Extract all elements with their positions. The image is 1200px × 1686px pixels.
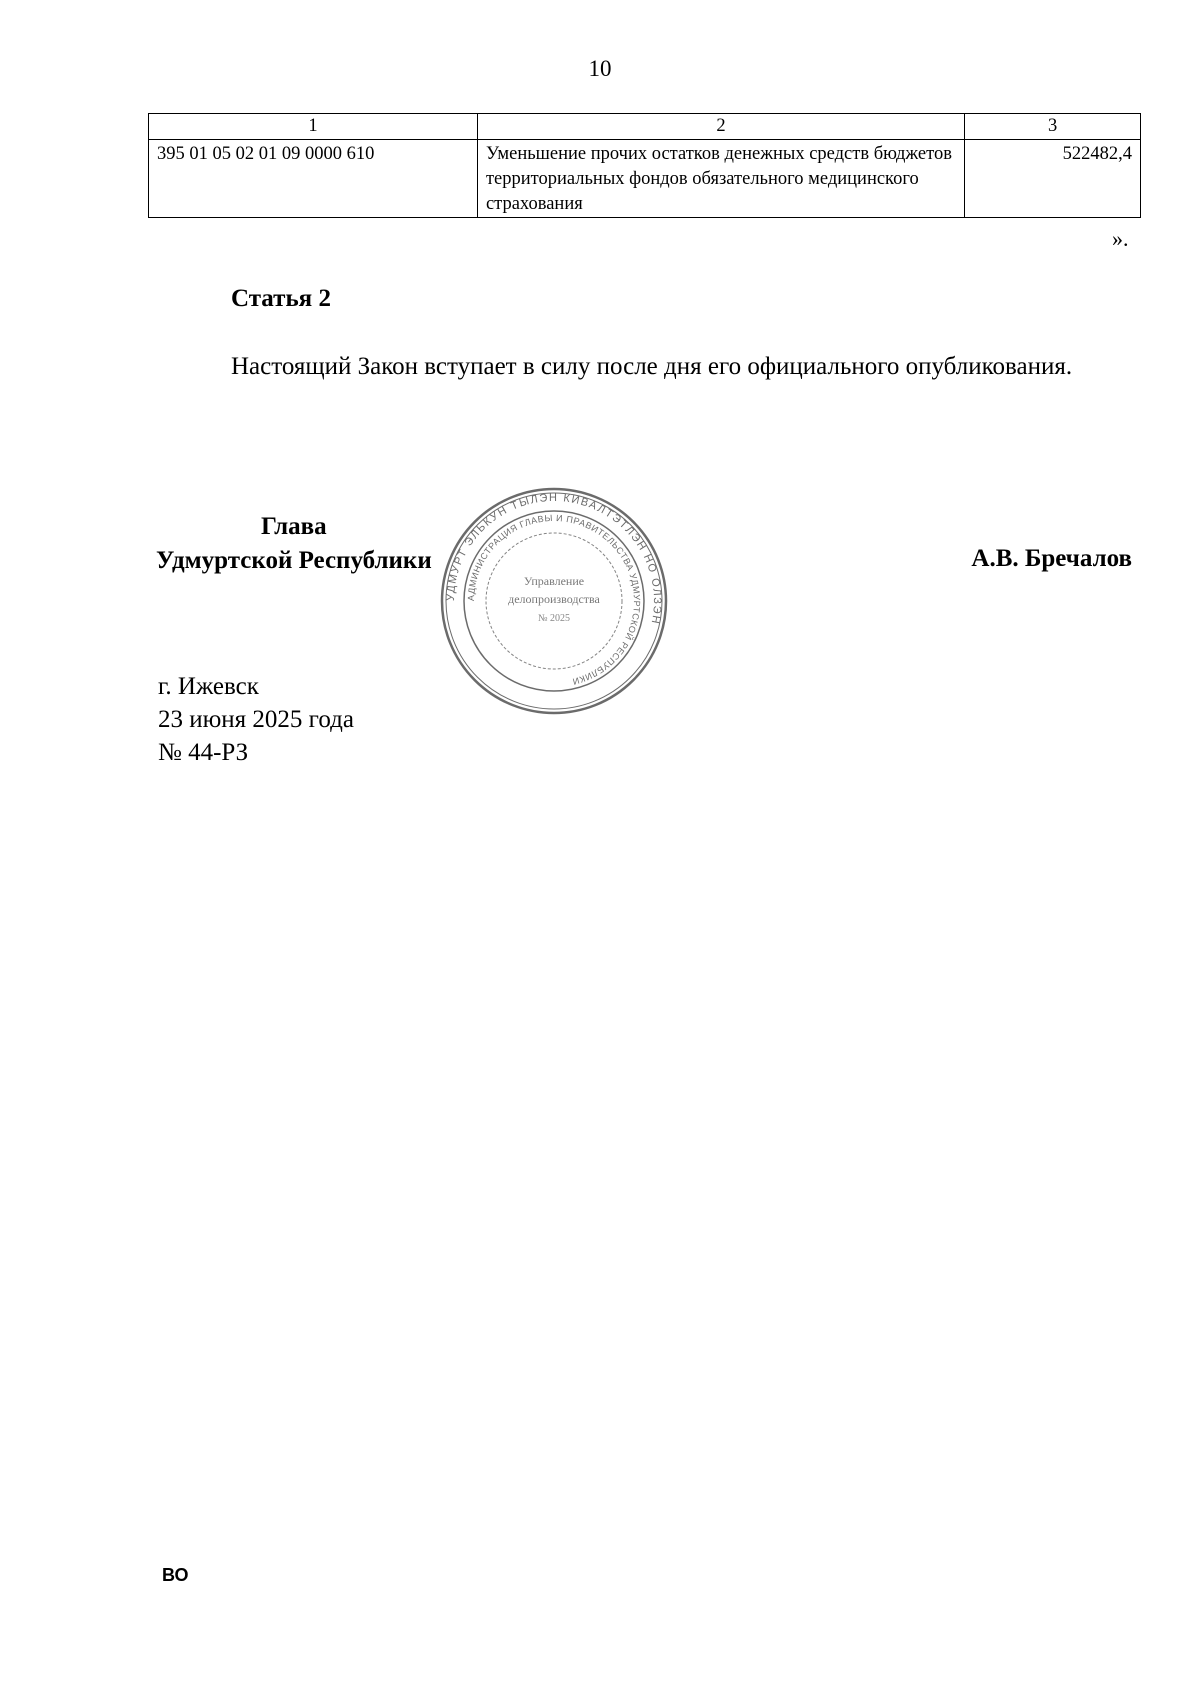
law-date: 23 июня 2025 года xyxy=(158,706,354,733)
table-header-cell: 2 xyxy=(477,114,964,140)
article-title: Статья 2 xyxy=(231,285,331,312)
page-number: 10 xyxy=(588,56,612,81)
table-row xyxy=(149,140,1141,218)
seal-center-line2: делопроизводства xyxy=(508,592,600,606)
signature-position-line1: Глава xyxy=(261,513,327,540)
footer-mark: ВО xyxy=(162,1565,189,1585)
closing-quote: ». xyxy=(1112,226,1129,251)
signatory-name: А.В. Бречалов xyxy=(971,545,1132,572)
law-number: № 44-РЗ xyxy=(158,739,249,766)
seal-inner-text: АДМИНИСТРАЦИЯ ГЛАВЫ И ПРАВИТЕЛЬСТВА УДМУРТСКОЙ РЕСПУБЛИКИ xyxy=(465,512,643,687)
city: г. Ижевск xyxy=(158,673,259,700)
table-header-row xyxy=(149,114,1141,140)
article-text: Настоящий Закон вступает в силу после дня его официального опубликования. xyxy=(231,353,1073,380)
signature-position xyxy=(156,510,432,578)
seal-center-line1: Управление xyxy=(523,574,585,588)
place-date-block xyxy=(158,670,354,769)
budget-table xyxy=(148,113,1141,218)
table-header-cell: 3 xyxy=(965,114,1141,140)
budget-amount-cell: 522482,4 xyxy=(965,140,1141,218)
signature-position-line2: Удмуртской Республики xyxy=(156,547,432,574)
official-seal-stamp xyxy=(438,485,670,717)
table-header-cell: 1 xyxy=(149,114,478,140)
budget-name-cell: Уменьшение прочих остатков денежных средств бюджетов территориальных фондов обязательного медицинского страхования xyxy=(477,140,964,218)
seal-outer-text: УДМУРТ ЭЛЬКУН ТЫЛЭН КИВАЛТЭТЛЭН НО ОЛЗЭН xyxy=(444,491,664,626)
seal-center-line3: № 2025 xyxy=(537,613,571,624)
budget-code-cell: 395 01 05 02 01 09 0000 610 xyxy=(149,140,478,218)
